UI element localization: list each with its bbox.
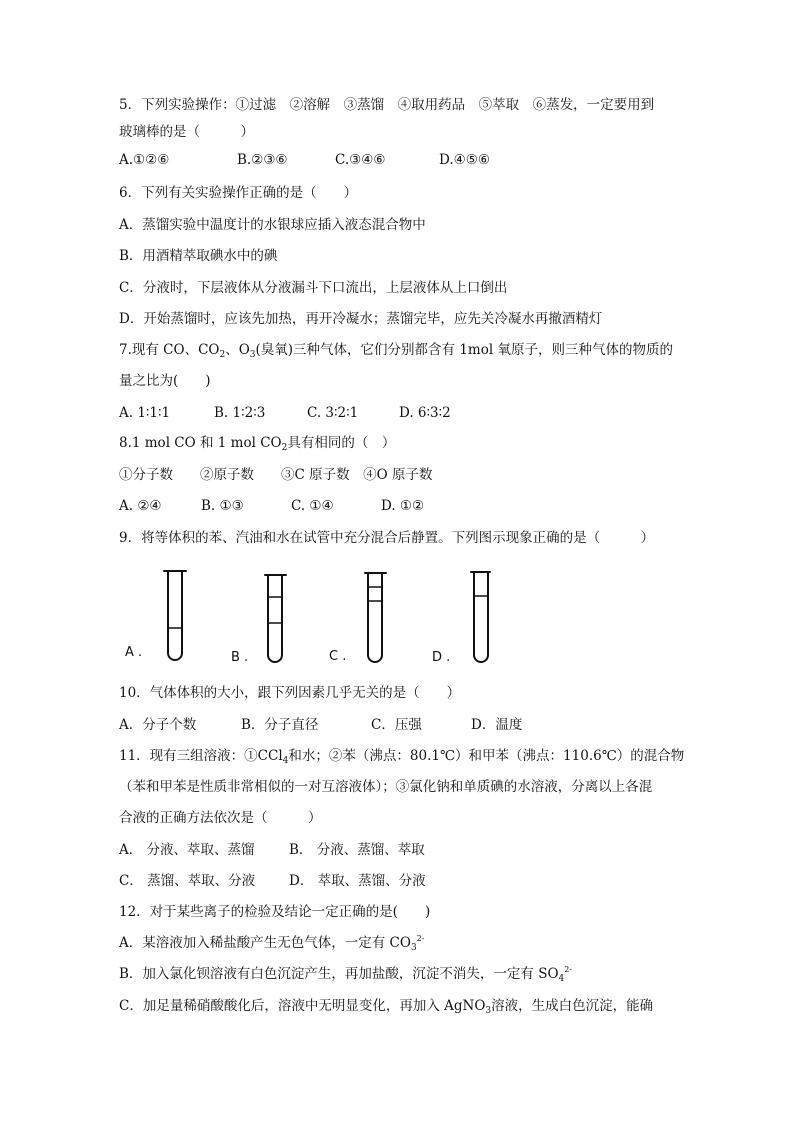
q5-stem-line1: 5．下列实验操作：①过滤 ②溶解 ③蒸馏 ④取用药品 ⑤萃取 ⑥蒸发，一定要用到 bbox=[119, 97, 655, 113]
q10-option-a: A．分子个数 bbox=[119, 717, 197, 733]
tube-label-c: C . bbox=[329, 649, 347, 664]
q8-option-d: D. ①② bbox=[381, 498, 425, 514]
q6-option-b: B．用酒精萃取碘水中的碘 bbox=[119, 248, 278, 264]
q7-option-a: A. 1∶1∶1 bbox=[119, 405, 171, 421]
q8-option-c: C. ①④ bbox=[291, 498, 334, 514]
tube-label-a: A . bbox=[125, 645, 143, 660]
tube-label-d: D . bbox=[432, 650, 451, 665]
q11-option-b: B． 分液、蒸馏、萃取 bbox=[289, 842, 425, 858]
q7-option-b: B. 1∶2∶3 bbox=[214, 405, 266, 421]
q11-stem-line1: 11．现有三组溶液：①CCl$_4$和水；②苯（沸点：80.1℃）和甲苯（沸点：110.6℃）的混合物 bbox=[119, 748, 685, 766]
q11-stem-line3: 合液的正确方法依次是（ ） bbox=[119, 810, 322, 826]
q12-stem: 12．对于某些离子的检验及结论一定正确的是( ) bbox=[119, 904, 431, 920]
test-tube-d bbox=[471, 572, 490, 662]
q10-option-c: C．压强 bbox=[371, 717, 422, 733]
q5-option-c: C.③④⑥ bbox=[335, 152, 386, 168]
q6-option-d: D．开始蒸馏时，应该先加热，再开冷凝水；蒸馏完毕，应先关冷凝水再撤酒精灯 bbox=[119, 311, 603, 327]
tube-label-b: B . bbox=[231, 650, 249, 665]
q11-option-c: C． 蒸馏、萃取、分液 bbox=[119, 873, 256, 889]
test-tube-c bbox=[365, 573, 386, 662]
q10-option-d: D．温度 bbox=[471, 717, 523, 733]
q8-stem: 8.1 mol CO 和 1 mol $CO_2$具有相同的（ ） bbox=[119, 435, 396, 453]
q5-stem-line2: 玻璃棒的是（ ） bbox=[119, 124, 254, 140]
q8-option-b: B. ①③ bbox=[201, 498, 244, 514]
test-tube-figure bbox=[119, 565, 539, 675]
q11-option-d: D． 萃取、蒸馏、分液 bbox=[289, 873, 426, 889]
q12-option-b: B．加入氯化钡溶液有白色沉淀产生，再加盐酸，沉淀不消失，一定有 $SO_4^{2-}$ bbox=[119, 965, 573, 984]
q7-stem-line1: 7.现有 CO、$CO_2$、$O_3$(臭氧)三种气体，它们分别都含有 1mol 氧原子，则三种气体的物质的 bbox=[119, 342, 673, 360]
q5-option-a: A.①②⑥ bbox=[119, 152, 170, 168]
q12-option-c: C．加足量稀硝酸酸化后，溶液中无明显变化，再加入 AgNO$_3$溶液，生成白色沉淀，能确 bbox=[119, 998, 654, 1016]
q9-stem: 9．将等体积的苯、汽油和水在试管中充分混合后静置。下列图示现象正确的是（ ） bbox=[119, 530, 655, 546]
q10-option-b: B．分子直径 bbox=[241, 717, 319, 733]
q10-stem: 10．气体体积的大小，跟下列因素几乎无关的是（ ） bbox=[119, 685, 461, 701]
q7-option-c: C. 3∶2∶1 bbox=[307, 405, 359, 421]
test-tube-a bbox=[164, 571, 186, 660]
q5-option-d: D.④⑤⑥ bbox=[439, 152, 490, 168]
q7-stem-line2: 量之比为( ) bbox=[119, 373, 211, 389]
q12-option-a: A．某溶液加入稀盐酸产生无色气体，一定有 $CO_3^{2-}$ bbox=[119, 934, 425, 953]
q6-option-a: A．蒸馏实验中温度计的水银球应插入液态混合物中 bbox=[119, 217, 426, 233]
q7-option-d: D. 6∶3∶2 bbox=[399, 405, 451, 421]
q5-option-b: B.②③⑥ bbox=[237, 152, 288, 168]
q6-stem: 6．下列有关实验操作正确的是（ ） bbox=[119, 185, 358, 201]
q8-items: ①分子数 ②原子数 ③C 原子数 ④O 原子数 bbox=[119, 467, 433, 483]
test-tube-b bbox=[265, 575, 286, 662]
q6-option-c: C．分液时，下层液体从分液漏斗下口流出，上层液体从上口倒出 bbox=[119, 280, 508, 296]
q11-stem-line2: （苯和甲苯是性质非常相似的一对互溶液体）；③氯化钠和单质碘的水溶液，分离以上各混 bbox=[119, 779, 653, 795]
q11-option-a: A． 分液、萃取、蒸馏 bbox=[119, 842, 255, 858]
q8-option-a: A. ②④ bbox=[119, 498, 162, 514]
